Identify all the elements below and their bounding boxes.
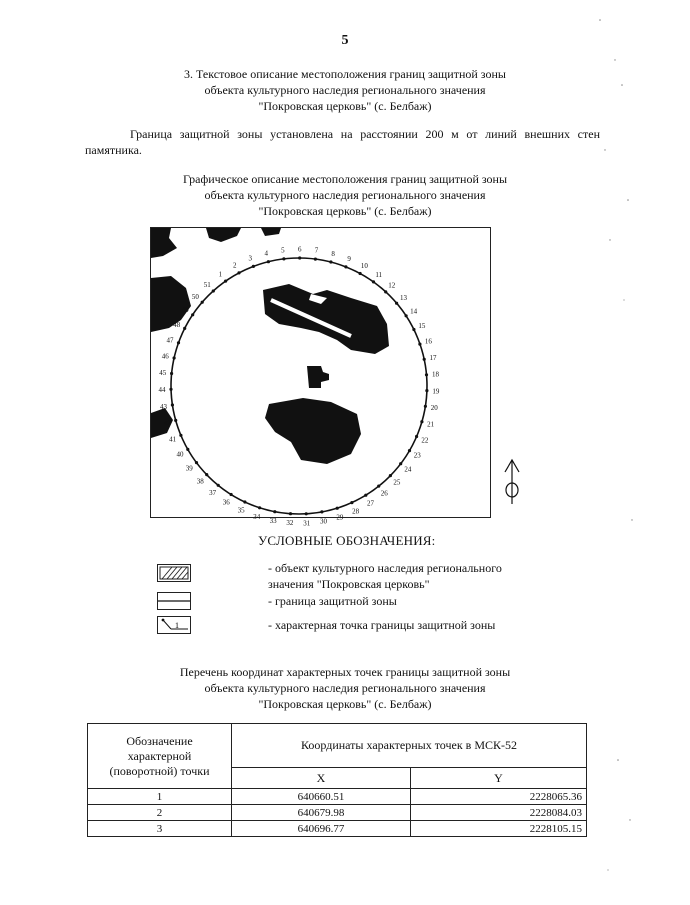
heading-line: Перечень координат характерных точек границы защитной зоны	[179, 665, 511, 679]
zone-map-drawing	[151, 228, 490, 528]
boundary-point-label: 13	[400, 293, 407, 302]
boundary-point-label: 18	[432, 370, 439, 379]
boundary-point	[258, 506, 261, 509]
coordinates-header: Координаты характерных точек в МСК-52	[232, 724, 587, 768]
boundary-point	[408, 449, 411, 452]
boundary-point	[183, 327, 186, 330]
boundary-point-label: 3	[248, 254, 252, 263]
coordinate-list-heading	[80, 664, 610, 712]
boundary-point-label: 24	[404, 465, 412, 474]
legend-zone-swatch	[157, 592, 191, 610]
boundary-point-label: 51	[203, 280, 211, 289]
boundary-point	[372, 280, 375, 283]
boundary-point	[395, 302, 398, 305]
boundary-point	[243, 500, 246, 503]
boundary-point	[384, 290, 387, 293]
boundary-point-label: 7	[314, 246, 319, 255]
heading-line: "Покровская церковь" (с. Белбаж)	[258, 697, 432, 711]
boundary-point	[177, 341, 180, 344]
boundary-point-label: 50	[191, 292, 199, 301]
boundary-point	[305, 512, 308, 515]
boundary-point	[336, 507, 339, 510]
boundary-point-label: 37	[209, 488, 217, 497]
boundary-point-label: 48	[173, 320, 181, 329]
boundary-point	[267, 260, 270, 263]
boundary-point	[205, 473, 208, 476]
boundary-point-label: 11	[375, 271, 383, 280]
boundary-point-label: 19	[432, 387, 440, 396]
boundary-point-label: 12	[388, 281, 396, 290]
boundary-point-label: 47	[166, 336, 174, 345]
boundary-point	[186, 448, 189, 451]
heading-line: "Покровская церковь" (с. Белбаж)	[258, 204, 432, 218]
page-number: 5	[341, 33, 349, 48]
boundary-point-label: 29	[336, 513, 344, 522]
table-row: 3 640696.77 2228105.15	[88, 821, 587, 837]
legend-zone-text: - граница защитной зоны	[268, 594, 397, 608]
boundary-point	[420, 420, 423, 423]
boundary-point-label: 42	[163, 419, 171, 428]
boundary-point-label: 21	[427, 420, 435, 429]
x-header: X	[232, 768, 411, 789]
heading-line: объекта культурного наследия регионального значения	[204, 188, 486, 202]
boundary-point-label: 39	[185, 464, 193, 473]
boundary-point-label: 9	[347, 255, 351, 263]
legend-object-swatch	[157, 564, 191, 582]
legend-title: УСЛОВНЫЕ ОБОЗНАЧЕНИЯ:	[258, 533, 436, 548]
boundary-point	[314, 258, 317, 261]
boundary-point	[418, 343, 421, 346]
boundary-point-label: 23	[413, 451, 421, 460]
boundary-point	[320, 510, 323, 513]
boundary-point	[217, 484, 220, 487]
boundary-point	[230, 493, 233, 496]
boundary-point-label: 31	[303, 519, 311, 528]
table-row: 2 640679.98 2228084.03	[88, 805, 587, 821]
legend-point-label: 1	[175, 621, 179, 630]
boundary-point-label: 16	[424, 337, 432, 346]
boundary-point	[212, 289, 215, 292]
boundary-point-label: 25	[393, 478, 401, 487]
boundary-point	[405, 314, 408, 317]
heading-line: Графическое описание местоположения границ защитной зоны	[182, 172, 508, 186]
boundary-point-label: 10	[360, 262, 368, 271]
boundary-point-label: 41	[169, 435, 177, 444]
boundary-point	[201, 301, 204, 304]
boundary-point	[423, 358, 426, 361]
boundary-point	[224, 280, 227, 283]
boundary-point-label: 4	[264, 249, 269, 258]
legend-point-text: - характерная точка границы защитной зоны	[268, 618, 496, 632]
graphic-description-heading	[80, 171, 610, 219]
heading-line: "Покровская церковь" (с. Белбаж)	[258, 99, 432, 113]
boundary-point	[237, 271, 240, 274]
boundary-point-label: 38	[196, 477, 204, 486]
legend-line: - объект культурного наследия регионального	[268, 561, 502, 575]
boundary-point-label: 22	[421, 436, 429, 445]
boundary-point-label: 20	[430, 404, 438, 413]
scan-margin-noise	[580, 0, 640, 905]
boundary-point-label: 1	[218, 270, 223, 279]
boundary-point	[170, 372, 173, 375]
boundary-point-label: 2	[233, 261, 237, 270]
coordinates-table	[87, 723, 587, 837]
boundary-point	[252, 265, 255, 268]
boundary-point-label: 6	[297, 245, 302, 254]
boundary-point	[399, 462, 402, 465]
boundary-point	[174, 419, 177, 422]
boundary-point	[282, 257, 285, 260]
north-arrow-icon	[500, 458, 524, 506]
legend-object-text	[268, 560, 502, 592]
y-header: Y	[411, 768, 587, 789]
boundary-point-label: 49	[181, 306, 189, 315]
boundary-point	[191, 313, 194, 316]
heading-line: объекта культурного наследия регионального значения	[204, 83, 486, 97]
boundary-point	[389, 474, 392, 477]
boundary-point-label: 44	[158, 386, 166, 394]
boundary-point-label: 8	[331, 249, 335, 258]
boundary-point-label: 45	[159, 369, 167, 378]
boundary-point-label: 34	[253, 512, 261, 521]
boundary-point-label: 27	[367, 499, 374, 508]
boundary-point	[329, 260, 332, 263]
boundary-point	[173, 356, 176, 359]
legend-point-swatch	[157, 616, 191, 634]
boundary-point	[425, 389, 428, 392]
zone-description-paragraph: Граница защитной зоны установлена на расстоянии 200 м от линий внешних стен памятника.	[85, 127, 600, 157]
heading-line: объекта культурного наследия регионального значения	[204, 681, 486, 695]
boundary-point	[344, 265, 347, 268]
heading-line: 3. Текстовое описание местоположения границ защитной зоны	[184, 67, 506, 81]
boundary-point	[377, 485, 380, 488]
boundary-point	[412, 328, 415, 331]
boundary-point	[179, 434, 182, 437]
boundary-point-label: 35	[237, 506, 245, 515]
boundary-point-label: 15	[418, 322, 426, 331]
boundary-point	[350, 501, 353, 504]
boundary-point	[195, 461, 198, 464]
boundary-point-label: 5	[281, 246, 285, 255]
table-row: 1 640660.51 2228065.36	[88, 789, 587, 805]
boundary-point	[364, 494, 367, 497]
boundary-point	[424, 405, 427, 408]
boundary-point-label: 28	[352, 507, 360, 516]
section-3-heading	[80, 66, 610, 114]
boundary-point	[169, 388, 172, 391]
boundary-point	[289, 512, 292, 515]
boundary-point-label: 26	[380, 489, 388, 498]
boundary-point-label: 17	[429, 353, 437, 362]
boundary-point	[298, 256, 301, 259]
boundary-point-label: 32	[286, 519, 294, 528]
boundary-point-label: 36	[222, 498, 230, 507]
designation-header: Обозначение характерной (поворотной) точки	[88, 724, 232, 789]
zone-map	[150, 227, 491, 528]
boundary-point-label: 40	[176, 450, 184, 459]
boundary-point	[171, 403, 174, 406]
boundary-point-label: 30	[320, 517, 327, 526]
boundary-point	[273, 510, 276, 513]
boundary-point-label: 33	[269, 517, 277, 525]
boundary-point-labels	[159, 246, 440, 528]
boundary-point-label: 43	[160, 402, 167, 411]
boundary-point	[425, 373, 428, 376]
boundary-point	[415, 435, 418, 438]
legend-line: значения "Покровская церковь"	[268, 577, 430, 591]
boundary-point-label: 14	[410, 307, 418, 316]
boundary-point	[359, 272, 362, 275]
boundary-point-label: 46	[161, 352, 169, 361]
terrain-dark-areas	[151, 228, 389, 464]
